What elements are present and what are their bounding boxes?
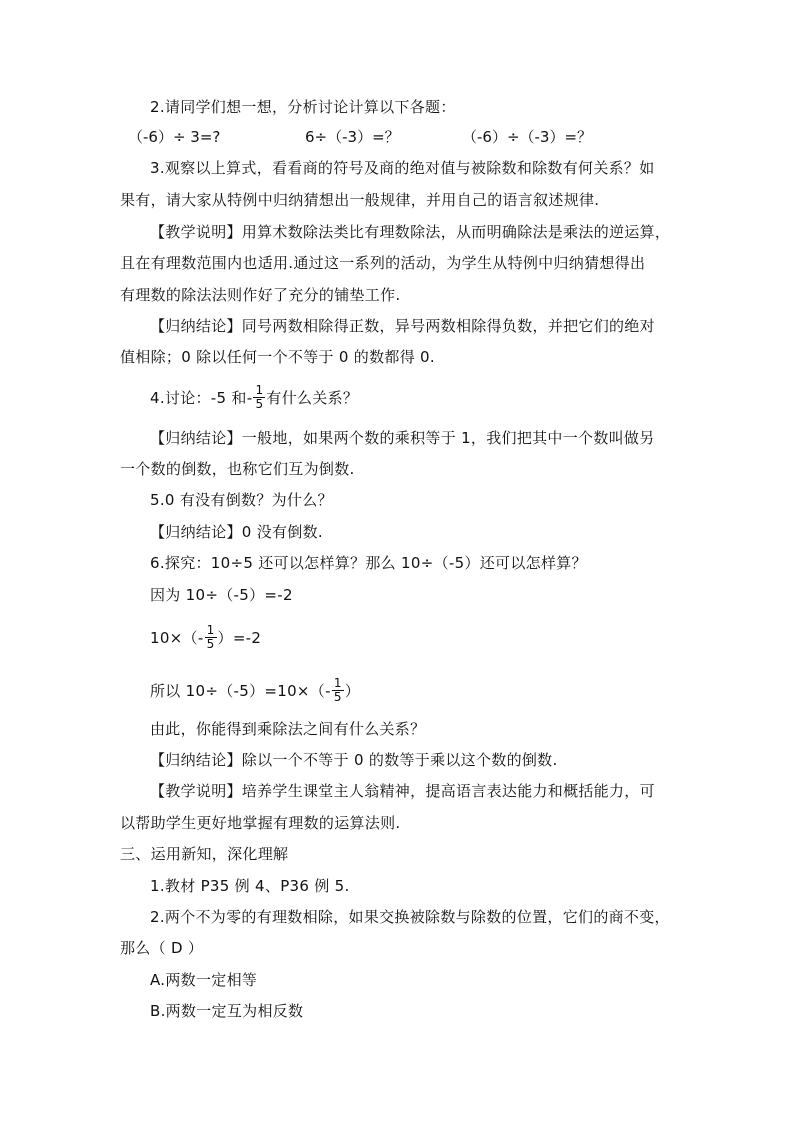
conclusion-heading: 【归纳结论】一般地，如果两个数的乘积等于 1，我们把其中一个数叫做另: [150, 429, 655, 447]
text-line: 5.0 有没有倒数？为什么？: [150, 491, 333, 509]
expression-1: （-6）÷ 3=?: [128, 128, 221, 146]
text-line: 2.两个不为零的有理数相除，如果交换被除数与除数的位置，它们的商不变，: [150, 908, 670, 926]
text-line: 那么（ D ）: [120, 939, 204, 957]
teaching-note-heading: 【教学说明】用算术数除法类比有理数除法，从而明确除法是乘法的逆运算，: [150, 223, 671, 241]
expression-2: 6÷（-3）=？: [305, 128, 400, 146]
text-line: 1.教材 P35 例 4、P36 例 5.: [150, 877, 350, 895]
text-line: 由此，你能得到乘除法之间有什么关系？: [150, 720, 426, 738]
fraction-one-fifth: $\frac{1}{5}$: [206, 623, 215, 651]
teaching-note-heading: 【教学说明】培养学生课堂主人翁精神，提高语言表达能力和概括能力，可: [150, 782, 655, 800]
conclusion-heading: 【归纳结论】同号两数相除得正数，异号两数相除得负数，并把它们的绝对: [150, 317, 655, 335]
text-line: 一个数的倒数，也称它们互为倒数.: [120, 460, 355, 478]
conclusion-heading: 【归纳结论】0 没有倒数.: [150, 523, 323, 541]
text-line: 且在有理数范围内也适用.通过这一系列的活动，为学生从特例中归纳猜想得出: [120, 254, 646, 272]
option-a: A.两数一定相等: [150, 971, 258, 989]
text-line: 值相除；0 除以任何一个不等于 0 的数都得 0.: [120, 348, 435, 366]
text-line: 以帮助学生更好地掌握有理数的运算法则.: [120, 814, 401, 832]
fraction-one-fifth: $\frac{1}{5}$: [255, 383, 264, 411]
text-line: 2.请同学们想一想，分析讨论计算以下各题：: [150, 98, 456, 116]
text-line: 3.观察以上算式，看看商的符号及商的绝对值与被除数和除数有何关系？如: [150, 159, 655, 177]
text-line: 6.探究：10÷5 还可以怎样算？那么 10÷（-5）还可以怎样算？: [150, 554, 587, 572]
text-line: 有理数的除法法则作好了充分的铺垫工作.: [120, 286, 401, 304]
option-b: B.两数一定互为相反数: [150, 1002, 304, 1020]
expression-line: 所以 10÷（-5）=10×（- $\frac{1}{5}$ ）: [150, 676, 361, 704]
expression-3: （-6）÷（-3）=？: [462, 128, 593, 146]
expression-line: 10×（- $\frac{1}{5}$ ）=-2: [150, 623, 262, 651]
discussion-line: 4.讨论：-5 和- $\frac{1}{5}$ 有什么关系？: [150, 383, 359, 411]
text-line: 因为 10÷（-5）=-2: [150, 586, 293, 604]
fraction-one-fifth: $\frac{1}{5}$: [333, 676, 342, 704]
text-line: 果有，请大家从特例中归纳猜想出一般规律，并用自己的语言叙述规律.: [120, 191, 600, 209]
conclusion-heading: 【归纳结论】除以一个不等于 0 的数等于乘以这个数的倒数.: [150, 751, 558, 769]
section-heading: 三、运用新知，深化理解: [120, 845, 289, 863]
